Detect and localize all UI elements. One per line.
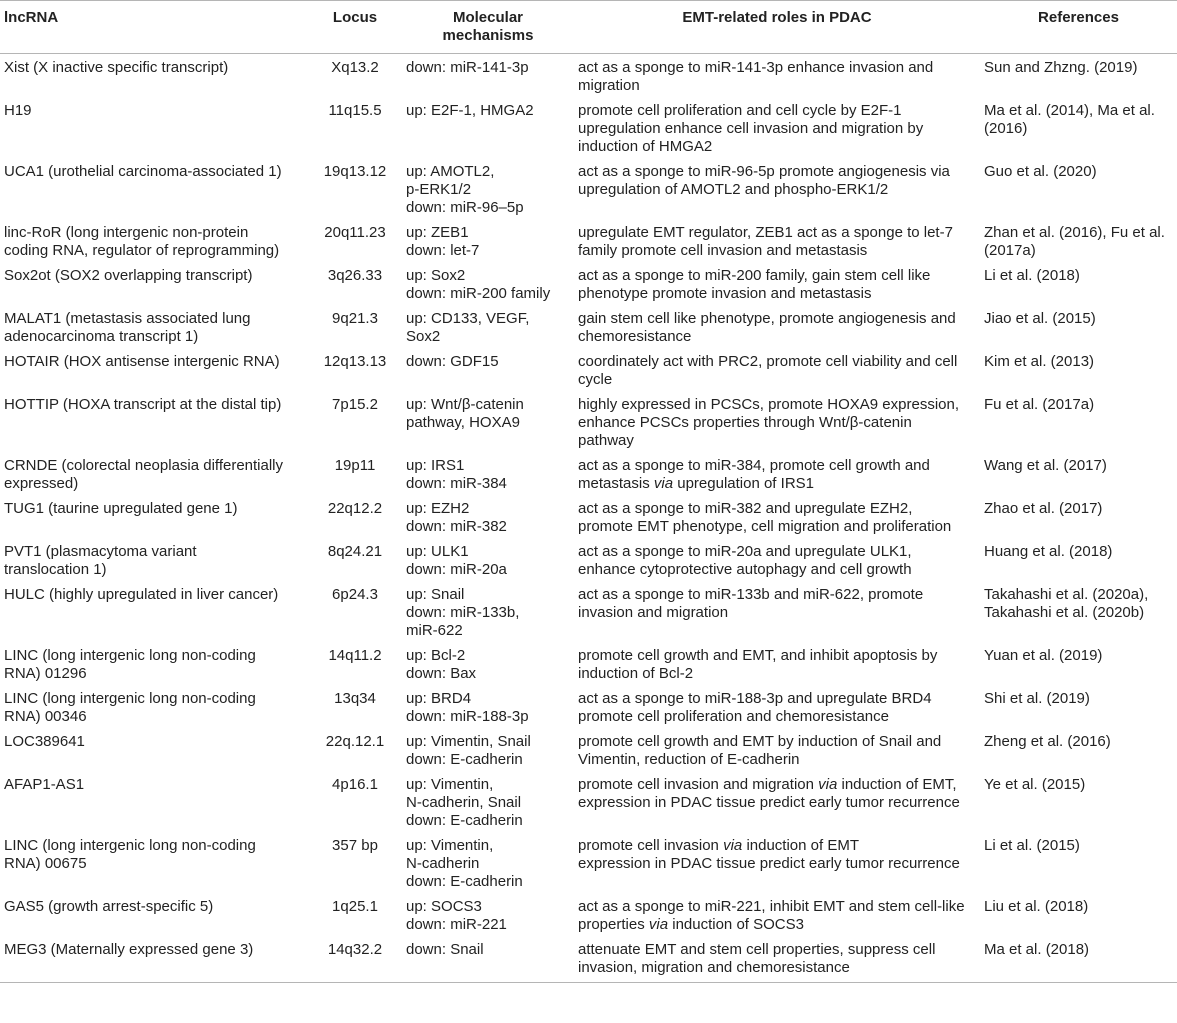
cell-mechanisms: [402, 936, 574, 983]
cell-roles-line: metastasis via upregulation of IRS1: [578, 475, 814, 492]
cell-lncrna: [0, 348, 308, 391]
cell-lncrna: [0, 581, 308, 642]
cell-roles: [574, 305, 980, 348]
cell-roles: [574, 54, 980, 98]
cell-references: [980, 642, 1177, 685]
cell-roles: [574, 936, 980, 983]
cell-lncrna-line: LOC389641: [4, 733, 85, 750]
table-row: [0, 893, 1177, 936]
cell-references: [980, 538, 1177, 581]
cell-mechanisms: [402, 305, 574, 348]
cell-mechanisms-line: N-cadherin: [406, 855, 480, 872]
header-row: [0, 1, 1177, 54]
cell-roles-line: attenuate EMT and stem cell properties, suppress cell: [578, 941, 936, 958]
cell-lncrna-line: linc-RoR (long intergenic non-protein: [4, 224, 249, 241]
cell-roles-line: act as a sponge to miR-20a and upregulate ULK1,: [578, 543, 912, 560]
cell-references-line: Zhao et al. (2017): [984, 500, 1103, 517]
cell-lncrna-line: LINC (long intergenic long non-coding: [4, 690, 256, 707]
cell-mechanisms-line: up: Wnt/β-catenin: [406, 396, 524, 413]
table-row: [0, 158, 1177, 219]
header-mechanisms-text: Molecular mechanisms: [442, 9, 534, 44]
cell-mechanisms-line: up: SOCS3: [406, 898, 482, 915]
cell-lncrna-line: Xist (X inactive specific transcript): [4, 59, 229, 76]
cell-roles: [574, 262, 980, 305]
table-row: [0, 936, 1177, 983]
cell-lncrna: [0, 219, 308, 262]
cell-references: [980, 158, 1177, 219]
cell-mechanisms: [402, 685, 574, 728]
cell-lncrna: [0, 54, 308, 98]
cell-references-line: Takahashi et al. (2020b): [984, 604, 1145, 621]
cell-mechanisms-line: down: Bax: [406, 665, 477, 682]
cell-roles-line: act as a sponge to miR-133b and miR-622, promote: [578, 586, 924, 603]
cell-roles-line: promote cell proliferation and cell cycle by E2F-1: [578, 102, 902, 119]
cell-references: [980, 832, 1177, 893]
cell-roles-line: induction of HMGA2: [578, 138, 713, 155]
cell-mechanisms-line: up: ZEB1: [406, 224, 469, 241]
header-lncrna: lncRNA: [0, 1, 308, 54]
cell-lncrna-line: RNA) 01296: [4, 665, 87, 682]
table-body: [0, 54, 1177, 983]
cell-mechanisms: [402, 54, 574, 98]
cell-roles-line: act as a sponge to miR-141-3p enhance invasion and: [578, 59, 934, 76]
cell-roles-line: gain stem cell like phenotype, promote angiogenesis and: [578, 310, 956, 327]
cell-mechanisms: [402, 538, 574, 581]
cell-locus: 22q.12.1: [325, 733, 385, 750]
cell-references-line: Li et al. (2015): [984, 837, 1080, 854]
cell-lncrna: [0, 97, 308, 158]
cell-roles: [574, 391, 980, 452]
cell-references: [980, 97, 1177, 158]
cell-roles-line: enhance cytoprotective autophagy and cell growth: [578, 561, 912, 578]
cell-locus: 1q25.1: [332, 898, 378, 915]
cell-mechanisms-line: down: let-7: [406, 242, 480, 259]
cell-mechanisms: [402, 728, 574, 771]
cell-locus: 14q32.2: [308, 936, 402, 983]
cell-locus: 13q34: [334, 690, 376, 707]
cell-mechanisms-line: up: Snail: [406, 586, 465, 603]
cell-lncrna-line: RNA) 00346: [4, 708, 87, 725]
cell-lncrna: [0, 495, 308, 538]
cell-mechanisms-line: pathway, HOXA9: [406, 414, 520, 431]
cell-lncrna-line: LINC (long intergenic long non-coding: [4, 647, 256, 664]
cell-references-line: Zheng et al. (2016): [984, 733, 1111, 750]
cell-references: [980, 452, 1177, 495]
cell-references: [980, 305, 1177, 348]
cell-lncrna-line: H19: [4, 102, 32, 119]
cell-mechanisms: [402, 158, 574, 219]
table-row: [0, 348, 1177, 391]
cell-roles: [574, 158, 980, 219]
cell-references: [980, 728, 1177, 771]
cell-mechanisms: [402, 262, 574, 305]
table-row: [0, 305, 1177, 348]
cell-roles-line: promote cell invasion via induction of EMT: [578, 837, 859, 854]
cell-references-line: Huang et al. (2018): [984, 543, 1113, 560]
cell-mechanisms-line: down: miR-221: [406, 916, 507, 933]
cell-references: [980, 348, 1177, 391]
cell-mechanisms-line: up: Vimentin, Snail: [406, 733, 531, 750]
cell-mechanisms: [402, 219, 574, 262]
table-row: [0, 538, 1177, 581]
cell-mechanisms-line: down: miR-133b,: [406, 604, 520, 621]
table-row: [0, 452, 1177, 495]
cell-roles-line: promote EMT phenotype, cell migration and proliferation: [578, 518, 952, 535]
cell-mechanisms-line: up: Vimentin,: [406, 837, 494, 854]
cell-references-line: Li et al. (2018): [984, 267, 1080, 284]
cell-locus: 11q15.5: [328, 102, 382, 119]
cell-lncrna-line: PVT1 (plasmacytoma variant: [4, 543, 197, 560]
cell-mechanisms-line: down: E-cadherin: [406, 873, 523, 890]
cell-roles-line: act as a sponge to miR-221, inhibit EMT and stem cell-like: [578, 898, 965, 915]
cell-mechanisms: [402, 771, 574, 832]
cell-lncrna: [0, 262, 308, 305]
table-row: [0, 685, 1177, 728]
cell-roles-line: expression in PDAC tissue predict early tumor recurrence: [578, 855, 960, 872]
cell-mechanisms-line: down: miR-382: [406, 518, 507, 535]
cell-locus: 19q13.12: [323, 163, 387, 180]
cell-roles: [574, 728, 980, 771]
cell-roles-line: Vimentin, reduction of E-cadherin: [578, 751, 800, 768]
table-row: [0, 219, 1177, 262]
cell-mechanisms-line: miR-622: [406, 622, 463, 639]
cell-references-line: Yuan et al. (2019): [984, 647, 1103, 664]
cell-mechanisms-line: p-ERK1/2: [406, 181, 472, 198]
cell-lncrna-line: coding RNA, regulator of reprogramming): [4, 242, 280, 259]
cell-mechanisms-line: up: EZH2: [406, 500, 470, 517]
table-row: [0, 54, 1177, 98]
cell-references: [980, 495, 1177, 538]
cell-lncrna-line: UCA1 (urothelial carcinoma-associated 1): [4, 163, 282, 180]
cell-lncrna: [0, 538, 308, 581]
cell-mechanisms-line: up: Vimentin,: [406, 776, 494, 793]
cell-lncrna: [0, 158, 308, 219]
cell-mechanisms-line: down: E-cadherin: [406, 751, 523, 768]
cell-mechanisms: [402, 391, 574, 452]
cell-roles: [574, 452, 980, 495]
cell-mechanisms: [402, 642, 574, 685]
cell-references: [980, 893, 1177, 936]
cell-roles: [574, 219, 980, 262]
cell-mechanisms-line: up: E2F-1, HMGA2: [406, 102, 534, 119]
cell-lncrna: [0, 685, 308, 728]
cell-roles-line: promote cell growth and EMT by induction of Snail and: [578, 733, 942, 750]
cell-mechanisms: [402, 581, 574, 642]
table-row: [0, 581, 1177, 642]
cell-references-line: Guo et al. (2020): [984, 163, 1097, 180]
cell-mechanisms-line: up: Bcl-2: [406, 647, 466, 664]
cell-lncrna-line: AFAP1-AS1: [4, 776, 85, 793]
cell-roles-line: enhance PCSCs properties through Wnt/β-catenin: [578, 414, 912, 431]
cell-roles: [574, 685, 980, 728]
cell-references-line: Wang et al. (2017): [984, 457, 1107, 474]
cell-roles: [574, 642, 980, 685]
header-roles: EMT-related roles in PDAC: [574, 1, 980, 54]
cell-lncrna: [0, 305, 308, 348]
cell-locus: 19p11: [334, 457, 376, 474]
header-locus: Locus: [308, 1, 402, 54]
header-mechanisms: [402, 1, 574, 54]
cell-references: [980, 771, 1177, 832]
cell-mechanisms: [402, 452, 574, 495]
cell-roles-line: promote cell invasion and migration via induction of EMT,: [578, 776, 957, 793]
cell-mechanisms-line: up: Sox2: [406, 267, 466, 284]
cell-roles-line: family promote cell invasion and metastasis: [578, 242, 868, 259]
cell-roles: [574, 97, 980, 158]
cell-lncrna: [0, 391, 308, 452]
cell-locus: 8q24.21: [327, 543, 383, 560]
cell-roles-line: act as a sponge to miR-384, promote cell growth and: [578, 457, 930, 474]
cell-lncrna-line: LINC (long intergenic long non-coding: [4, 837, 256, 854]
cell-mechanisms-line: down: GDF15: [406, 353, 499, 370]
cell-references: [980, 391, 1177, 452]
cell-mechanisms: [402, 495, 574, 538]
cell-lncrna-line: GAS5 (growth arrest-specific 5): [4, 898, 214, 915]
cell-lncrna: [0, 771, 308, 832]
cell-roles: [574, 832, 980, 893]
cell-lncrna: [0, 642, 308, 685]
cell-lncrna-line: CRNDE (colorectal neoplasia differentially: [4, 457, 284, 474]
cell-roles-line: highly expressed in PCSCs, promote HOXA9 expression,: [578, 396, 960, 413]
table-row: [0, 97, 1177, 158]
cell-references-line: Liu et al. (2018): [984, 898, 1089, 915]
cell-roles-line: invasion, migration and chemoresistance: [578, 959, 850, 976]
cell-mechanisms-line: down: miR-200 family: [406, 285, 551, 302]
cell-roles: [574, 771, 980, 832]
cell-references: [980, 262, 1177, 305]
cell-lncrna-line: HOTAIR (HOX antisense intergenic RNA): [4, 353, 280, 370]
cell-roles-line: upregulation enhance cell invasion and migration by: [578, 120, 924, 137]
cell-references-line: (2017a): [984, 242, 1036, 259]
cell-mechanisms-line: up: AMOTL2,: [406, 163, 495, 180]
cell-roles-line: coordinately act with PRC2, promote cell viability and cell: [578, 353, 958, 370]
cell-references-line: Ma et al. (2018): [984, 941, 1090, 958]
cell-roles: [574, 581, 980, 642]
cell-locus: 12q13.13: [323, 353, 387, 370]
cell-locus: 6p24.3: [332, 586, 378, 603]
table-row: [0, 728, 1177, 771]
cell-mechanisms-line: down: Snail: [406, 941, 484, 958]
cell-references-line: (2016): [984, 120, 1028, 137]
cell-references-line: Shi et al. (2019): [984, 690, 1090, 707]
cell-locus: 20q11.23: [324, 224, 386, 241]
cell-locus: 14q11.2: [328, 647, 382, 664]
table-row: [0, 262, 1177, 305]
cell-locus: 3q26.33: [327, 267, 383, 284]
cell-mechanisms: [402, 893, 574, 936]
cell-mechanisms-line: up: ULK1: [406, 543, 469, 560]
cell-mechanisms: [402, 832, 574, 893]
cell-references-line: Jiao et al. (2015): [984, 310, 1096, 327]
cell-locus: 7p15.2: [332, 396, 378, 413]
cell-lncrna-line: Sox2ot (SOX2 overlapping transcript): [4, 267, 253, 284]
cell-references-line: Ma et al. (2014), Ma et al.: [984, 102, 1155, 119]
cell-lncrna: [0, 936, 308, 983]
cell-locus: 357 bp: [332, 837, 378, 854]
cell-roles-line: promote cell proliferation and chemoresistance: [578, 708, 889, 725]
cell-lncrna: [0, 728, 308, 771]
table-row: [0, 391, 1177, 452]
cell-references-line: Kim et al. (2013): [984, 353, 1095, 370]
table-row: [0, 495, 1177, 538]
cell-lncrna-line: TUG1 (taurine upregulated gene 1): [4, 500, 238, 517]
cell-roles-line: upregulation of AMOTL2 and phospho-ERK1/2: [578, 181, 889, 198]
cell-mechanisms-line: up: BRD4: [406, 690, 472, 707]
cell-mechanisms-line: N-cadherin, Snail: [406, 794, 522, 811]
cell-roles-line: act as a sponge to miR-382 and upregulate EZH2,: [578, 500, 913, 517]
cell-lncrna: [0, 893, 308, 936]
cell-mechanisms-line: down: miR-384: [406, 475, 507, 492]
cell-references-line: Zhan et al. (2016), Fu et al.: [984, 224, 1165, 241]
cell-references-line: Sun and Zhzng. (2019): [984, 59, 1138, 76]
cell-roles: [574, 495, 980, 538]
cell-lncrna-line: adenocarcinoma transcript 1): [4, 328, 199, 345]
cell-roles-line: phenotype promote invasion and metastasis: [578, 285, 872, 302]
cell-references: [980, 936, 1177, 983]
cell-references: [980, 685, 1177, 728]
cell-lncrna-line: MEG3 (Maternally expressed gene 3): [4, 941, 254, 958]
table-row: [0, 771, 1177, 832]
cell-lncrna-line: translocation 1): [4, 561, 107, 578]
cell-locus: 9q21.3: [332, 310, 378, 327]
cell-roles-line: act as a sponge to miR-200 family, gain stem cell like: [578, 267, 931, 284]
cell-mechanisms-line: up: CD133, VEGF,: [406, 310, 530, 327]
cell-mechanisms-line: Sox2: [406, 328, 441, 345]
cell-roles: [574, 893, 980, 936]
table-row: [0, 832, 1177, 893]
cell-roles-line: induction of Bcl-2: [578, 665, 694, 682]
cell-lncrna: [0, 452, 308, 495]
cell-mechanisms-line: up: IRS1: [406, 457, 465, 474]
cell-references-line: Fu et al. (2017a): [984, 396, 1095, 413]
cell-references: [980, 219, 1177, 262]
cell-mechanisms-line: down: miR-96–5p: [406, 199, 524, 216]
cell-lncrna-line: RNA) 00675: [4, 855, 87, 872]
cell-roles-line: pathway: [578, 432, 634, 449]
cell-roles: [574, 348, 980, 391]
cell-roles: [574, 538, 980, 581]
cell-references-line: Takahashi et al. (2020a),: [984, 586, 1149, 603]
cell-locus: 22q12.2: [327, 500, 383, 517]
cell-roles-line: chemoresistance: [578, 328, 692, 345]
cell-roles-line: act as a sponge to miR-188-3p and upregulate BRD4: [578, 690, 932, 707]
cell-lncrna-line: HOTTIP (HOXA transcript at the distal tip): [4, 396, 282, 413]
header-references: References: [980, 1, 1177, 54]
cell-mechanisms-line: down: miR-141-3p: [406, 59, 529, 76]
cell-references: [980, 54, 1177, 98]
cell-mechanisms-line: down: miR-20a: [406, 561, 507, 578]
cell-mechanisms: [402, 348, 574, 391]
cell-lncrna-line: HULC (highly upregulated in liver cancer): [4, 586, 279, 603]
cell-roles-line: upregulate EMT regulator, ZEB1 act as a sponge to let-7: [578, 224, 953, 241]
cell-roles-line: promote cell growth and EMT, and inhibit apoptosis by: [578, 647, 938, 664]
cell-roles-line: invasion and migration: [578, 604, 729, 621]
cell-locus: 4p16.1: [332, 776, 378, 793]
cell-roles-line: properties via induction of SOCS3: [578, 916, 804, 933]
table-row: [0, 642, 1177, 685]
cell-mechanisms-line: down: miR-188-3p: [406, 708, 529, 725]
cell-roles-line: expression in PDAC tissue predict early tumor recurrence: [578, 794, 960, 811]
cell-references-line: Ye et al. (2015): [984, 776, 1086, 793]
cell-references: [980, 581, 1177, 642]
cell-roles-line: cycle: [578, 371, 613, 388]
cell-lncrna-line: MALAT1 (metastasis associated lung: [4, 310, 251, 327]
cell-lncrna: [0, 832, 308, 893]
cell-mechanisms: [402, 97, 574, 158]
cell-mechanisms-line: down: E-cadherin: [406, 812, 523, 829]
cell-roles-line: act as a sponge to miR-96-5p promote angiogenesis via: [578, 163, 950, 180]
cell-locus: Xq13.2: [331, 59, 379, 76]
cell-roles-line: migration: [578, 77, 640, 94]
cell-lncrna-line: expressed): [4, 475, 79, 492]
